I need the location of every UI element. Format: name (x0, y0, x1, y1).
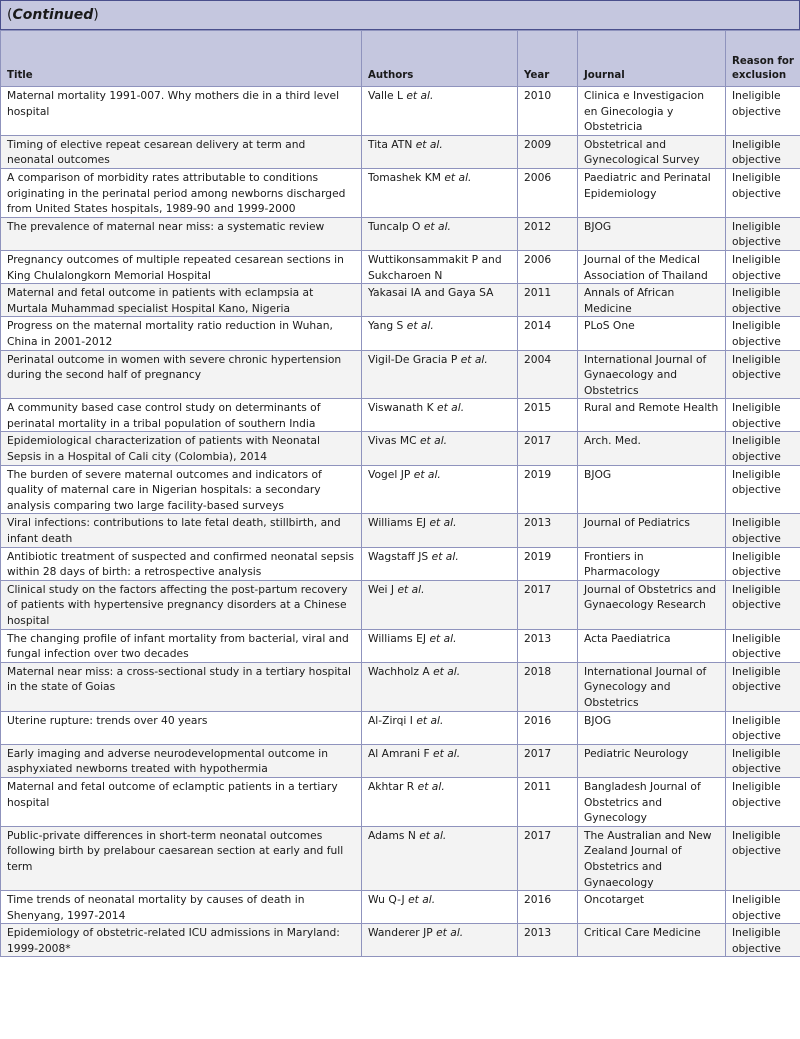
cell-reason: Ineligible objective (726, 826, 800, 890)
author-etal: et al. (429, 516, 457, 530)
author-name: Akhtar R (368, 779, 415, 793)
cell-title: Public-private differences in short-term neonatal outcomes following birth by prelabour caesarean section at early and full term (1, 826, 362, 890)
cell-journal: International Journal of Gynaecology and Obstetrics (578, 350, 726, 399)
cell-year: 2011 (518, 777, 578, 826)
cell-title: Epidemiology of obstetric-related ICU admissions in Maryland: 1999-2008* (1, 924, 362, 957)
cell-reason: Ineligible objective (726, 432, 800, 465)
cell-journal: Frontiers in Pharmacology (578, 547, 726, 580)
cell-authors (362, 250, 518, 283)
cell-journal: Rural and Remote Health (578, 399, 726, 432)
author-name: Wagstaff JS (368, 549, 429, 563)
cell-year: 2016 (518, 711, 578, 744)
cell-reason: Ineligible objective (726, 217, 800, 250)
table-row (1, 777, 800, 826)
cell-title: A community based case control study on determinants of perinatal mortality in a tribal population of southern India (1, 399, 362, 432)
author-name: Vivas MC (368, 434, 417, 448)
table-row (1, 135, 800, 168)
cell-authors (362, 580, 518, 629)
cell-title: The prevalence of maternal near miss: a systematic review (1, 217, 362, 250)
cell-journal: Oncotarget (578, 891, 726, 924)
cell-journal: Paediatric and Perinatal Epidemiology (578, 168, 726, 217)
cell-reason: Ineligible objective (726, 514, 800, 547)
cell-reason: Ineligible objective (726, 629, 800, 662)
table-row (1, 662, 800, 711)
author-etal: et al. (415, 137, 443, 151)
cell-title: Uterine rupture: trends over 40 years (1, 711, 362, 744)
cell-authors (362, 744, 518, 777)
table-row (1, 217, 800, 250)
cell-journal: Journal of Obstetrics and Gynaecology Research (578, 580, 726, 629)
cell-authors (362, 465, 518, 514)
author-name: Tita ATN (368, 137, 413, 151)
cell-reason: Ineligible objective (726, 744, 800, 777)
cell-journal: BJOG (578, 711, 726, 744)
author-name: Adams N (368, 828, 416, 842)
author-name: Valle L (368, 89, 403, 102)
header-title: Title (1, 31, 362, 87)
author-etal: et al. (397, 582, 425, 596)
cell-journal: BJOG (578, 217, 726, 250)
cell-journal: Arch. Med. (578, 432, 726, 465)
author-etal: et al. (460, 352, 488, 366)
cell-title: Time trends of neonatal mortality by causes of death in Shenyang, 1997-2014 (1, 891, 362, 924)
cell-title: Viral infections: contributions to late fetal death, stillbirth, and infant death (1, 514, 362, 547)
author-etal: et al. (444, 170, 472, 184)
cell-journal: BJOG (578, 465, 726, 514)
cell-year: 2016 (518, 891, 578, 924)
cell-title: Clinical study on the factors affecting the post-partum recovery of patients with hypertensive pregnancy disorders at a Chinese hospital (1, 580, 362, 629)
cell-title: Early imaging and adverse neurodevelopmental outcome in asphyxiated newborns treated with hypothermia (1, 744, 362, 777)
author-name: Wei J (368, 582, 395, 596)
author-name: Wu Q-J (368, 893, 405, 907)
table-body (1, 87, 800, 957)
cell-authors (362, 317, 518, 350)
author-etal: et al. (429, 631, 457, 645)
table-row (1, 168, 800, 217)
cell-reason: Ineligible objective (726, 168, 800, 217)
author-etal: et al. (419, 434, 448, 448)
cell-reason: Ineligible objective (726, 662, 800, 711)
cell-journal: Acta Paediatrica (578, 629, 726, 662)
author-name: Williams EJ (368, 631, 427, 645)
cell-authors (362, 284, 518, 317)
table-row (1, 826, 800, 890)
author-etal: et al. (437, 401, 465, 415)
cell-authors (362, 711, 518, 744)
cell-reason: Ineligible objective (726, 87, 800, 136)
cell-title: Maternal and fetal outcome of eclamptic patients in a tertiary hospital (1, 777, 362, 826)
cell-authors (362, 399, 518, 432)
cell-reason: Ineligible objective (726, 777, 800, 826)
table-row (1, 891, 800, 924)
table-row (1, 284, 800, 317)
cell-year: 2019 (518, 547, 578, 580)
author-name: Wachholz A (368, 664, 430, 678)
author-etal: et al. (413, 467, 441, 481)
cell-year: 2019 (518, 465, 578, 514)
table-row (1, 465, 800, 514)
header-row (1, 31, 800, 87)
author-etal: et al. (406, 89, 434, 102)
cell-reason: Ineligible objective (726, 317, 800, 350)
cell-reason: Ineligible objective (726, 284, 800, 317)
table-row (1, 744, 800, 777)
cell-title: Epidemiological characterization of patients with Neonatal Sepsis in a Hospital of Cali city (Colombia), 2014 (1, 432, 362, 465)
author-name: Tomashek KM (368, 170, 441, 184)
cell-reason: Ineligible objective (726, 891, 800, 924)
table-row (1, 317, 800, 350)
cell-reason: Ineligible objective (726, 711, 800, 744)
header-authors: Authors (362, 31, 518, 87)
author-etal: et al. (436, 926, 464, 940)
table-row (1, 399, 800, 432)
cell-authors (362, 891, 518, 924)
author-name: Yang S (368, 319, 404, 333)
author-name: Williams EJ (368, 516, 427, 530)
cell-year: 2015 (518, 399, 578, 432)
author-etal: et al. (419, 828, 447, 842)
table-row (1, 629, 800, 662)
cell-year: 2017 (518, 826, 578, 890)
cell-authors (362, 350, 518, 399)
cell-title: The changing profile of infant mortality from bacterial, viral and fungal infection over two decades (1, 629, 362, 662)
author-name: Wuttikonsammakit P and Sukcharoen N (368, 252, 502, 282)
author-etal: et al. (416, 713, 444, 727)
cell-authors (362, 826, 518, 890)
cell-journal: Critical Care Medicine (578, 924, 726, 957)
cell-year: 2013 (518, 629, 578, 662)
cell-authors (362, 432, 518, 465)
cell-authors (362, 135, 518, 168)
cell-reason: Ineligible objective (726, 250, 800, 283)
cell-authors (362, 629, 518, 662)
cell-year: 2012 (518, 217, 578, 250)
cell-reason: Ineligible objective (726, 924, 800, 957)
cell-authors (362, 87, 518, 136)
cell-journal: Journal of Pediatrics (578, 514, 726, 547)
cell-title: Maternal mortality 1991-007. Why mothers die in a third level hospital (1, 87, 362, 136)
cell-title: Pregnancy outcomes of multiple repeated cesarean sections in King Chulalongkorn Memorial Hospital (1, 250, 362, 283)
header-year: Year (518, 31, 578, 87)
table-row (1, 250, 800, 283)
cell-reason: Ineligible objective (726, 465, 800, 514)
exclusion-table (0, 30, 800, 957)
table-row (1, 924, 800, 957)
cell-journal: Bangladesh Journal of Obstetrics and Gynecology (578, 777, 726, 826)
cell-title: Perinatal outcome in women with severe chronic hypertension during the second half of pregnancy (1, 350, 362, 399)
cell-title: Maternal and fetal outcome in patients with eclampsia at Murtala Muhammad specialist Hospital Kano, Nigeria (1, 284, 362, 317)
table-row (1, 711, 800, 744)
table-row (1, 547, 800, 580)
cell-authors (362, 547, 518, 580)
cell-authors (362, 217, 518, 250)
author-name: Viswanath K (368, 401, 434, 415)
author-etal: et al. (433, 664, 461, 678)
cell-authors (362, 777, 518, 826)
table-row (1, 87, 800, 136)
author-etal: et al. (417, 779, 445, 793)
cell-year: 2017 (518, 432, 578, 465)
author-name: Wanderer JP (368, 926, 433, 940)
cell-year: 2009 (518, 135, 578, 168)
continued-banner: (Continued) (0, 0, 800, 30)
cell-title: The burden of severe maternal outcomes and indicators of quality of maternal care in Nigerian hospitals: a secondary analysis comparing two large facility-based surveys (1, 465, 362, 514)
cell-title: A comparison of morbidity rates attributable to conditions originating in the perinatal period among newborns discharged from United States hospitals, 1989-90 and 1999-2000 (1, 168, 362, 217)
cell-year: 2006 (518, 250, 578, 283)
table-row (1, 350, 800, 399)
author-name: Vogel JP (368, 467, 411, 481)
author-name: Al Amrani F (368, 746, 430, 760)
header-reason: Reason for exclusion (726, 31, 800, 87)
cell-reason: Ineligible objective (726, 399, 800, 432)
cell-journal: PLoS One (578, 317, 726, 350)
cell-year: 2017 (518, 744, 578, 777)
author-name: Yakasai IA and Gaya SA (368, 286, 494, 300)
cell-year: 2006 (518, 168, 578, 217)
cell-journal: The Australian and New Zealand Journal of Obstetrics and Gynaecology (578, 826, 726, 890)
author-etal: et al. (433, 746, 461, 760)
cell-title: Progress on the maternal mortality ratio reduction in Wuhan, China in 2001-2012 (1, 317, 362, 350)
cell-reason: Ineligible objective (726, 547, 800, 580)
author-name: Tuncalp O (368, 219, 421, 233)
cell-journal: Annals of African Medicine (578, 284, 726, 317)
cell-reason: Ineligible objective (726, 580, 800, 629)
cell-reason: Ineligible objective (726, 350, 800, 399)
cell-authors (362, 514, 518, 547)
cell-title: Maternal near miss: a cross-sectional study in a tertiary hospital in the state of Goias (1, 662, 362, 711)
cell-year: 2010 (518, 87, 578, 136)
cell-journal: Pediatric Neurology (578, 744, 726, 777)
cell-authors (362, 924, 518, 957)
cell-journal: International Journal of Gynecology and Obstetrics (578, 662, 726, 711)
cell-title: Antibiotic treatment of suspected and confirmed neonatal sepsis within 28 days of birth: a retrospective analysis (1, 547, 362, 580)
cell-title: Timing of elective repeat cesarean delivery at term and neonatal outcomes (1, 135, 362, 168)
cell-year: 2004 (518, 350, 578, 399)
cell-year: 2013 (518, 514, 578, 547)
author-etal: et al. (408, 893, 436, 907)
author-etal: et al. (431, 549, 459, 563)
cell-journal: Journal of the Medical Association of Thailand (578, 250, 726, 283)
author-name: Al-Zirqi I (368, 713, 413, 727)
cell-year: 2014 (518, 317, 578, 350)
cell-year: 2013 (518, 924, 578, 957)
table-row (1, 514, 800, 547)
author-etal: et al. (406, 319, 434, 333)
cell-authors (362, 662, 518, 711)
header-journal: Journal (578, 31, 726, 87)
author-name: Vigil-De Gracia P (368, 352, 458, 366)
cell-journal: Obstetrical and Gynecological Survey (578, 135, 726, 168)
author-etal: et al. (423, 219, 451, 233)
cell-reason: Ineligible objective (726, 135, 800, 168)
cell-year: 2011 (518, 284, 578, 317)
table-row (1, 580, 800, 629)
continued-label: Continued (12, 7, 94, 23)
table-row (1, 432, 800, 465)
cell-year: 2018 (518, 662, 578, 711)
cell-journal: Clinica e Investigacion en Ginecologia y Obstetricia (578, 87, 726, 136)
cell-year: 2017 (518, 580, 578, 629)
cell-authors (362, 168, 518, 217)
